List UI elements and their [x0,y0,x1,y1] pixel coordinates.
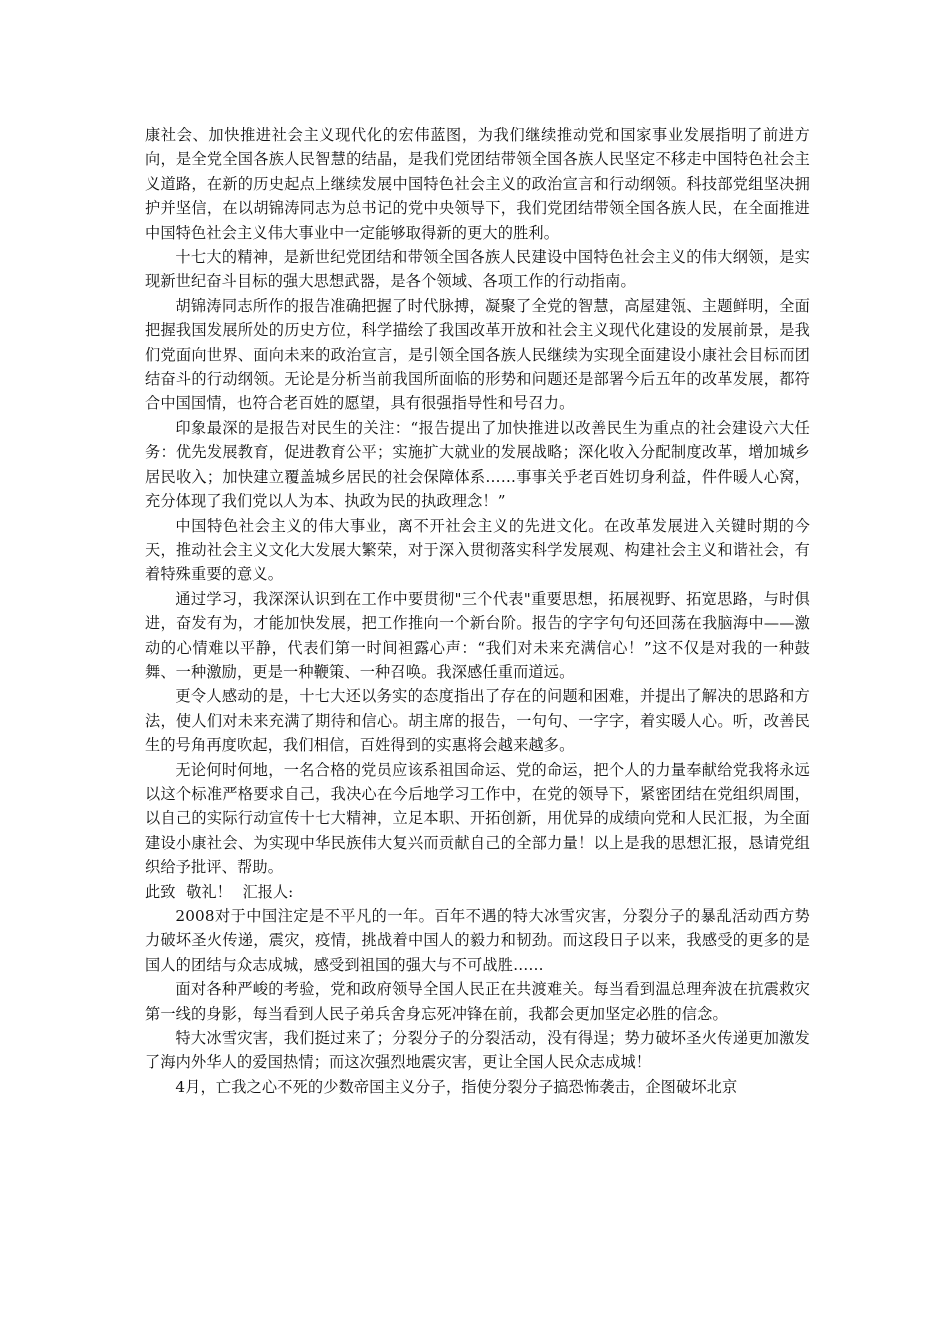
paragraph: 胡锦涛同志所作的报告准确把握了时代脉搏，凝聚了全党的智慧，高屋建瓴、主题鲜明，全面把握我国发展所处的历史方位，科学描绘了我国改革开放和社会主义现代化建设的发展前景，是我们党面向世界、面向未来的政治宣言，是引领全国各族人民继续为实现全面建设小康社会目标而团结奋斗的行动纲领。无论是分析当前我国所面临的形势和问题还是部署今后五年的改革发展，都符合中国国情，也符合老百姓的愿望，具有很强指导性和号召力。 [145,296,810,413]
paragraph: 康社会、加快推进社会主义现代化的宏伟蓝图，为我们继续推动党和国家事业发展指明了前进方向，是全党全国各族人民智慧的结晶，是我们党团结带领全国各族人民坚定不移走中国特色社会主义道路，在新的历史起点上继续发展中国特色社会主义的政治宣言和行动纲领。科技部党组坚决拥护并坚信，在以胡锦涛同志为总书记的党中央领导下，我们党团结带领全国各族人民，在全面推进中国特色社会主义伟大事业中一定能够取得新的更大的胜利。 [145,126,810,242]
paragraph: 无论何时何地，一名合格的党员应该系祖国命运、党的命运，把个人的力量奉献给党我将永远以这个标准严格要求自己，我决心在今后地学习工作中，在党的领导下，紧密团结在党组织周围，以自己的实际行动宣传十七大精神，立足本职、开拓创新，用优异的成绩向党和人民汇报，为全面建设小康社会、为实现中华民族伟大复兴而贡献自己的全部力量！以上是我的思想汇报，恳请党组织给予批评、帮助。 [145,760,810,877]
letter-closing [145,880,810,904]
paragraph: 4月，亡我之心不死的少数帝国主义分子，指使分裂分子搞恐怖袭击，企图破坏北京 [175,1077,738,1096]
paragraph: 中国特色社会主义的伟大事业，离不开社会主义的先进文化。在改革发展进入关键时期的今天，推动社会主义文化大发展大繁荣，对于深入贯彻落实科学发展观、构建社会主义和谐社会，有着特殊重要的意义。 [145,516,810,584]
paragraph: 2008对于中国注定是不平凡的一年。百年不遇的特大冰雪灾害，分裂分子的暴乱活动西方势力破坏圣火传递，震灾，疫情，挑战着中国人的毅力和韧劲。而这段日子以来，我感受的更多的是国人的团结与众志成城，感受到祖国的强大与不可战胜…… [145,907,810,974]
salutation: 此致 [145,882,176,901]
document-page [145,123,810,1099]
paragraph: 更令人感动的是，十七大还以务实的态度指出了存在的问题和困难，并提出了解决的思路和方法，使人们对未来充满了期待和信心。胡主席的报告，一句句、一字字，着实暖人心。听，改善民生的号角再度吹起，我们相信，百姓得到的实惠将会越来越多。 [145,687,810,755]
paragraph: 十七大的精神，是新世纪党团结和带领全国各族人民建设中国特色社会主义的伟大纲领，是实现新世纪奋斗目标的强大思想武器，是各个领域、各项工作的行动指南。 [145,248,810,291]
paragraph: 印象最深的是报告对民生的关注：“报告提出了加快推进以改善民生为重点的社会建设六大任务：优先发展教育，促进教育公平；实施扩大就业的发展战略；深化收入分配制度改革，增加城乡居民收入；加快建立覆盖城乡居民的社会保障体系……事事关乎老百姓切身利益，件件暖人心窝，充分体现了我们党以人为本、执政为民的执政理念！” [145,418,810,511]
paragraph: 特大冰雪灾害，我们挺过来了；分裂分子的分裂活动，没有得逞；势力破坏圣火传递更加激发了海内外华人的爱国热情；而这次强烈地震灾害，更让全国人民众志成城！ [145,1029,810,1072]
reporter-label: 汇报人: [242,882,294,901]
regards: 敬礼！ [186,882,232,901]
paragraph: 面对各种严峻的考验，党和政府领导全国人民正在共渡难关。每当看到温总理奔波在抗震救灾第一线的身影，每当看到人民子弟兵舍身忘死冲锋在前，我都会更加坚定必胜的信念。 [145,980,810,1023]
paragraph: 通过学习，我深深认识到在工作中要贯彻"三个代表"重要思想，拓展视野、拓宽思路，与时俱进，奋发有为，才能加快发展，把工作推向一个新台阶。报告的字字句句还回荡在我脑海中——激动的心情难以平静，代表们第一时间袒露心声：“我们对未来充满信心！”这不仅是对我的一种鼓舞、一种激励，更是一种鞭策、一种召唤。我深感任重而道远。 [145,589,810,681]
